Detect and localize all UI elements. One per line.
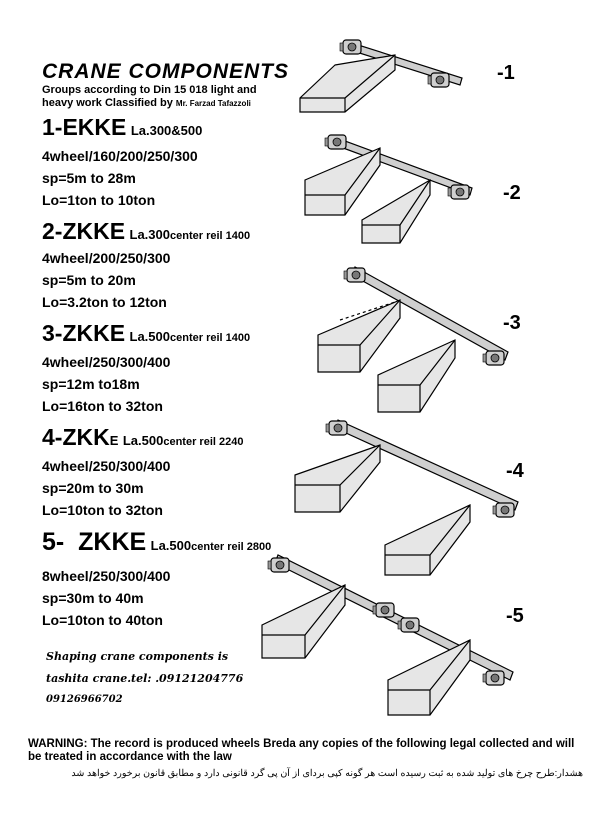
figure-label-4: -4 bbox=[506, 460, 524, 482]
crane-figure-4 bbox=[295, 420, 518, 575]
page-title: CRANE COMPONENTS bbox=[42, 60, 290, 83]
crane-figure-1 bbox=[300, 40, 462, 112]
group-4-name-tail: E bbox=[109, 433, 119, 448]
group-4-wheels: 4wheel/250/300/400 bbox=[42, 458, 171, 474]
contact-line-3: 09126966702 bbox=[46, 694, 123, 705]
group-2-span: sp=5m to 20m bbox=[42, 272, 136, 288]
figure-label-3: -3 bbox=[503, 312, 521, 334]
group-5-name: 5- ZKKE bbox=[42, 528, 147, 556]
group-5-rail: center reil 2800 bbox=[191, 541, 272, 553]
group-2-load: Lo=3.2ton to 12ton bbox=[42, 294, 167, 310]
figure-label-2: -2 bbox=[503, 182, 521, 204]
group-4-name: 4-ZKK bbox=[42, 424, 110, 450]
figure-label-1: -1 bbox=[497, 62, 515, 84]
group-1-wheels: 4wheel/160/200/250/300 bbox=[42, 148, 198, 164]
group-2-wheels: 4wheel/200/250/300 bbox=[42, 250, 171, 266]
crane-figure-5 bbox=[262, 555, 513, 715]
group-5-span: sp=30m to 40m bbox=[42, 590, 144, 606]
group-3-load: Lo=16ton to 32ton bbox=[42, 398, 163, 414]
subtitle-line-1: Groups according to Din 15 018 light and bbox=[42, 84, 257, 96]
figure-label-5: -5 bbox=[506, 605, 524, 627]
group-3-wheels: 4wheel/250/300/400 bbox=[42, 354, 171, 370]
group-1-span: sp=5m to 28m bbox=[42, 170, 136, 186]
group-3-name: 3-ZKKE bbox=[42, 320, 126, 346]
warning-text: WARNING: The record is produced wheels Breda any copies of the following legal collected and will be treated in accordance with the law bbox=[28, 738, 575, 763]
group-4-span: sp=20m to 30m bbox=[42, 480, 144, 496]
crane-figure-3 bbox=[318, 267, 508, 412]
group-2-rail: center reil 1400 bbox=[170, 230, 251, 242]
group-5-la: La.500 bbox=[150, 538, 192, 553]
warning-text-persian: هشدار:طرح چرخ های تولید شده به ثبت رسیده است هر گونه کپی بردای از آن پی گرد قانونی دارد و مطابق قانون برخورد خواهد شد bbox=[71, 768, 583, 779]
subtitle-author: Mr. Farzad Tafazzoli bbox=[175, 99, 251, 108]
group-4-load: Lo=10ton to 32ton bbox=[42, 502, 163, 518]
group-3-rail: center reil 1400 bbox=[170, 332, 251, 344]
group-4-la: La.500 bbox=[122, 433, 164, 448]
group-5-load: Lo=10ton to 40ton bbox=[42, 612, 163, 628]
group-3-span: sp=12m to18m bbox=[42, 376, 140, 392]
contact-line-2: tashita crane.tel: .09121204776 bbox=[46, 672, 244, 685]
contact-line-1: Shaping crane components is bbox=[46, 650, 229, 663]
group-2-name: 2-ZKKE bbox=[42, 218, 126, 244]
crane-figure-2 bbox=[305, 135, 472, 243]
group-5-wheels: 8wheel/250/300/400 bbox=[42, 568, 171, 584]
group-1-name: 1-EKKE bbox=[42, 114, 127, 140]
subtitle-line-2: heavy work Classified by bbox=[42, 97, 173, 109]
group-3-la: La.500 bbox=[129, 329, 170, 344]
group-1-load: Lo=1ton to 10ton bbox=[42, 192, 156, 208]
group-1-la: La.300&500 bbox=[130, 123, 203, 138]
group-4-rail: center reil 2240 bbox=[163, 436, 244, 448]
group-2-la: La.300 bbox=[129, 227, 170, 242]
